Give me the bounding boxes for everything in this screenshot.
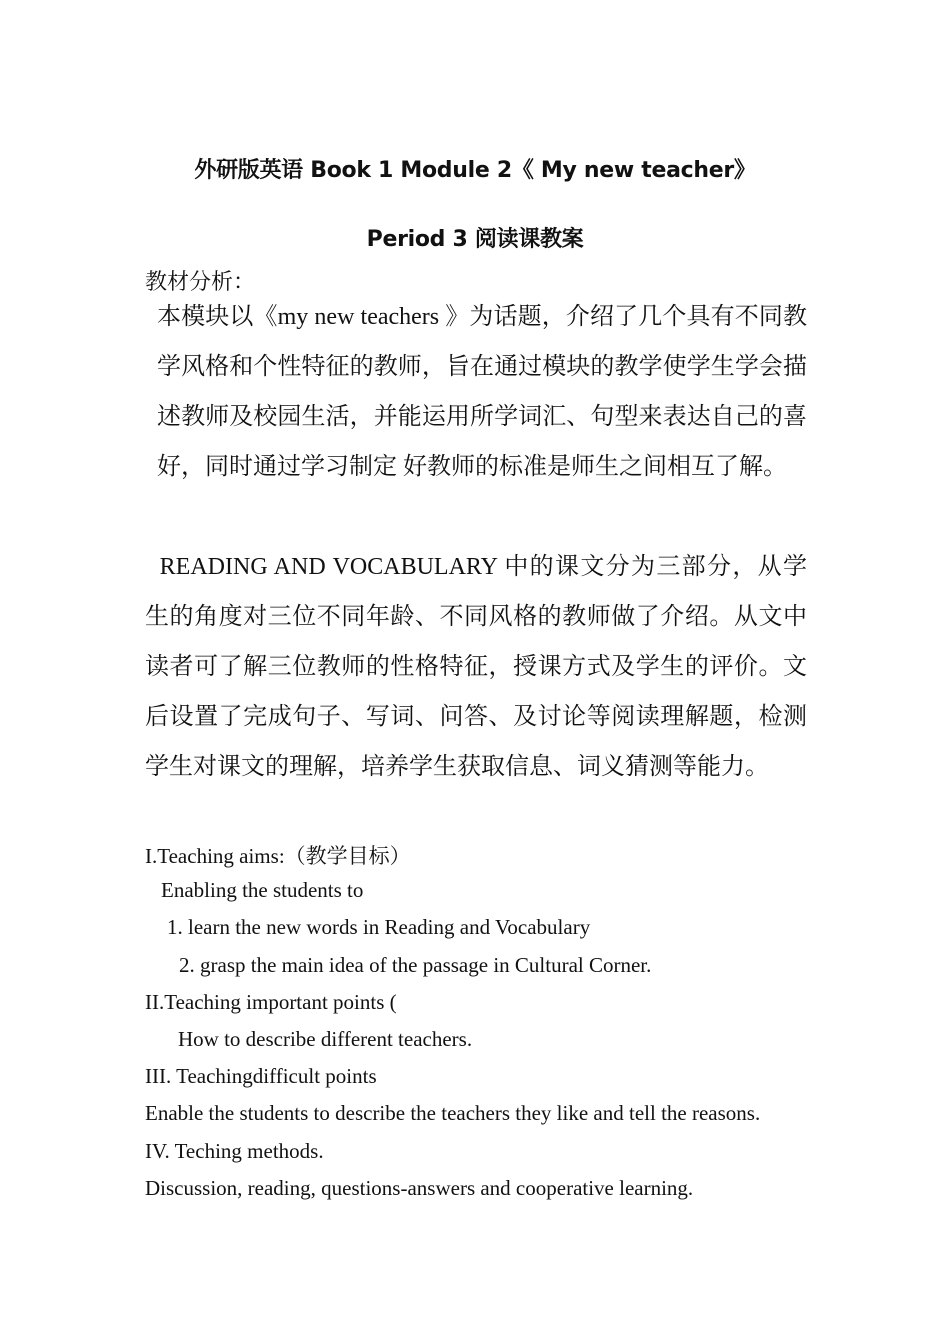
difficult-points-heading: III. Teachingdifficult points bbox=[145, 1064, 377, 1088]
aim-item-2: 2. grasp the main idea of the passage in Cultural Corner. bbox=[179, 953, 652, 977]
aim-item-1: 1. learn the new words in Reading and Vocabulary bbox=[167, 915, 591, 939]
material-analysis-label: 教材分析： bbox=[145, 269, 256, 294]
aims-heading: I.Teaching aims:（教学目标） bbox=[145, 844, 411, 868]
document-title: 外研版英语 Book 1 Module 2《 My new teacher》 bbox=[194, 158, 756, 183]
important-points-text: How to describe different teachers. bbox=[178, 1027, 473, 1051]
analysis-paragraph-1: 本模块以《my new teachers 》为话题，介绍了几个具有不同教学风格和个性特征的教师，旨在通过模块的教学使学生学会描述教师及校园生活，并能运用所学词汇、句型来表达自己的喜好，同时通过学习制定 好教师的标准是师生之间相互了解。 bbox=[157, 304, 807, 480]
document-subtitle: Period 3 阅读课教案 bbox=[366, 227, 584, 252]
difficult-points-text: Enable the students to describe the teachers they like and tell the reasons. bbox=[145, 1101, 761, 1125]
methods-text: Discussion, reading, questions-answers and cooperative learning. bbox=[145, 1176, 694, 1200]
aims-intro: Enabling the students to bbox=[161, 878, 364, 902]
analysis-paragraph-2: READING AND VOCABULARY 中的课文分为三部分，从学生的角度对三位不同年龄、不同风格的教师做了介绍。从文中读者可了解三位教师的性格特征，授课方式及学生的评价。文后设置了完成句子、写词、问答、及讨论等阅读理解题，检测学生对课文的理解，培养学生获取信息、词义猜测等能力。 bbox=[145, 554, 808, 780]
important-points-heading: II.Teaching important points ( bbox=[145, 990, 397, 1014]
methods-heading: IV. Teching methods. bbox=[145, 1139, 324, 1163]
